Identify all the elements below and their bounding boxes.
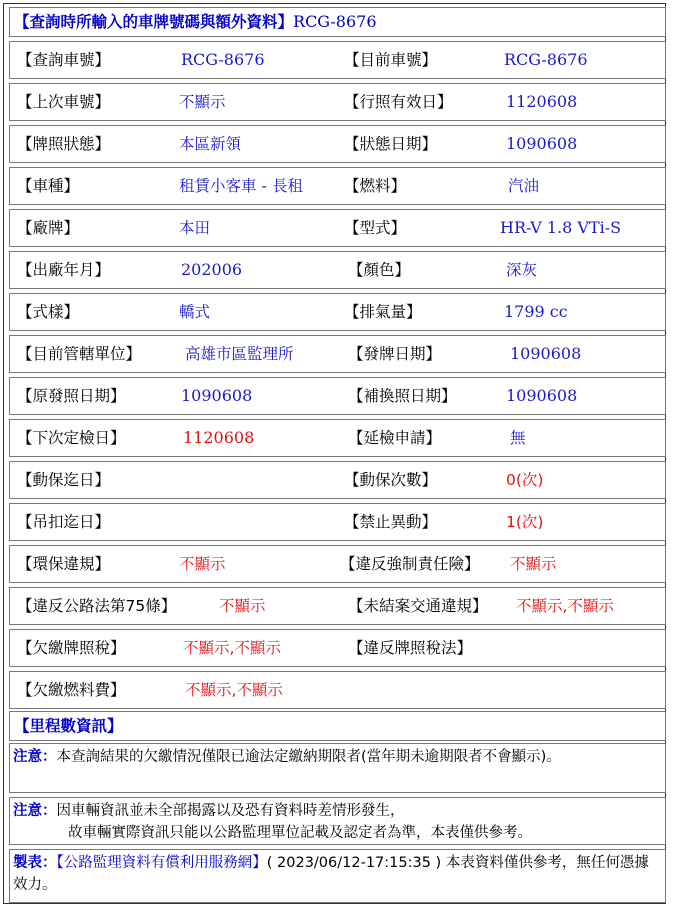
field-value: 不顯示,不顯示 xyxy=(183,639,281,657)
field-label: 【欠繳牌照稅】 xyxy=(17,639,126,657)
info-row xyxy=(9,125,666,163)
info-row xyxy=(9,671,666,709)
field-label: 【顏色】 xyxy=(348,261,411,279)
maker-head: 製表： xyxy=(13,855,57,871)
field-value: 汽油 xyxy=(508,177,540,195)
field-label: 【牌照狀態】 xyxy=(17,135,111,153)
query-header-title: 【查詢時所輸入的車牌號碼與額外資料】 RCG-8676 xyxy=(14,12,377,31)
info-row xyxy=(9,167,666,205)
maker-source-link[interactable]: 【公路監理資料有償利用服務網】 xyxy=(56,855,267,871)
field-value: RCG-8676 xyxy=(181,50,265,69)
field-label: 【式樣】 xyxy=(17,303,80,321)
info-row xyxy=(9,419,666,457)
field-label: 【禁止異動】 xyxy=(344,513,438,531)
field-value: 1090608 xyxy=(506,134,578,153)
info-row xyxy=(9,629,666,667)
info-row xyxy=(9,335,666,373)
query-header-row xyxy=(9,7,666,37)
field-value: 0(次) xyxy=(506,471,544,489)
field-value: 租賃小客車 - 長租 xyxy=(179,177,303,195)
info-row xyxy=(9,83,666,121)
field-label: 【出廠年月】 xyxy=(17,261,111,279)
field-value: 本田 xyxy=(179,219,211,237)
note-overdue-head: 注意： xyxy=(13,749,57,765)
field-value: 轎式 xyxy=(179,303,211,321)
query-header-plate: RCG-8676 xyxy=(293,12,377,31)
field-value: 1(次) xyxy=(506,513,544,531)
field-value: 1090608 xyxy=(510,344,582,363)
field-value: HR-V 1.8 VTi-S xyxy=(500,218,622,237)
field-label: 【吊扣迄日】 xyxy=(17,513,111,531)
note-overdue xyxy=(9,743,666,793)
field-label: 【下次定檢日】 xyxy=(17,429,126,447)
info-row xyxy=(9,503,666,541)
field-label: 【型式】 xyxy=(344,219,407,237)
field-value: 不顯示 xyxy=(510,555,557,573)
field-label: 【原發照日期】 xyxy=(17,387,126,405)
field-label: 【車種】 xyxy=(17,177,80,195)
note-disclaimer-head: 注意： xyxy=(13,803,57,819)
field-value: 不顯示 xyxy=(219,597,266,615)
info-row xyxy=(9,251,666,289)
field-value: 1120608 xyxy=(183,428,255,447)
field-label: 【違反公路法第75條】 xyxy=(17,597,177,615)
info-row xyxy=(9,209,666,247)
field-label: 【動保迄日】 xyxy=(17,471,111,489)
field-value: 深灰 xyxy=(506,261,538,279)
field-value: 不顯示 xyxy=(179,555,226,573)
field-value: 高雄市區監理所 xyxy=(185,345,294,363)
note-disclaimer-line2: 故車輛實際資訊只能以公路監理單位記載及認定者為準，本表僅供參考。 xyxy=(68,825,532,841)
field-value: 1090608 xyxy=(506,386,578,405)
field-label: 【延檢申請】 xyxy=(348,429,442,447)
field-value: 1120608 xyxy=(506,92,578,111)
field-label: 【廠牌】 xyxy=(17,219,80,237)
field-label: 【補換照日期】 xyxy=(348,387,457,405)
field-value: 不顯示,不顯示 xyxy=(185,681,283,699)
note-disclaimer-line1: 因車輛資訊並未全部揭露以及恐有資料時差情形發生， xyxy=(56,803,405,819)
note-overdue-text: 本查詢結果的欠繳情況僅限已逾法定繳納期限者(當年期未逾期限者不會顯示)。 xyxy=(56,749,561,765)
info-row xyxy=(9,41,666,79)
field-label: 【行照有效日】 xyxy=(344,93,453,111)
mileage-title: 【里程數資訊】 xyxy=(14,717,123,735)
field-label: 【目前車號】 xyxy=(344,51,438,69)
mileage-row xyxy=(9,711,666,741)
info-row xyxy=(9,461,666,499)
note-disclaimer xyxy=(9,797,666,845)
field-label: 【排氣量】 xyxy=(344,303,422,321)
info-row xyxy=(9,587,666,625)
info-row xyxy=(9,545,666,583)
field-label: 【燃料】 xyxy=(344,177,407,195)
field-value: 無 xyxy=(510,429,526,447)
field-label: 【環保違規】 xyxy=(17,555,111,573)
info-row xyxy=(9,377,666,415)
field-value: 202006 xyxy=(181,260,243,279)
maker-note xyxy=(9,849,666,903)
field-label: 【狀態日期】 xyxy=(344,135,438,153)
field-value: RCG-8676 xyxy=(504,50,588,69)
field-label: 【查詢車號】 xyxy=(17,51,111,69)
field-value: 不顯示 xyxy=(179,93,226,111)
field-label: 【欠繳燃料費】 xyxy=(17,681,126,699)
field-value: 1090608 xyxy=(181,386,253,405)
field-label: 【目前管轄單位】 xyxy=(17,345,142,363)
field-label: 【違反牌照稅法】 xyxy=(348,639,473,657)
field-label: 【動保次數】 xyxy=(344,471,438,489)
field-value: 不顯示,不顯示 xyxy=(516,597,614,615)
field-value: 1799 cc xyxy=(504,302,568,321)
info-row xyxy=(9,293,666,331)
field-label: 【上次車號】 xyxy=(17,93,111,111)
maker-text: ( 2023/06/12-17:15:35 ) 本表資料僅供參考，無任何憑據效力。 xyxy=(13,855,649,893)
field-value: 本區新領 xyxy=(179,135,242,153)
field-label: 【未結案交通違規】 xyxy=(348,597,488,615)
field-label: 【發牌日期】 xyxy=(348,345,442,363)
field-label: 【違反強制責任險】 xyxy=(340,555,480,573)
